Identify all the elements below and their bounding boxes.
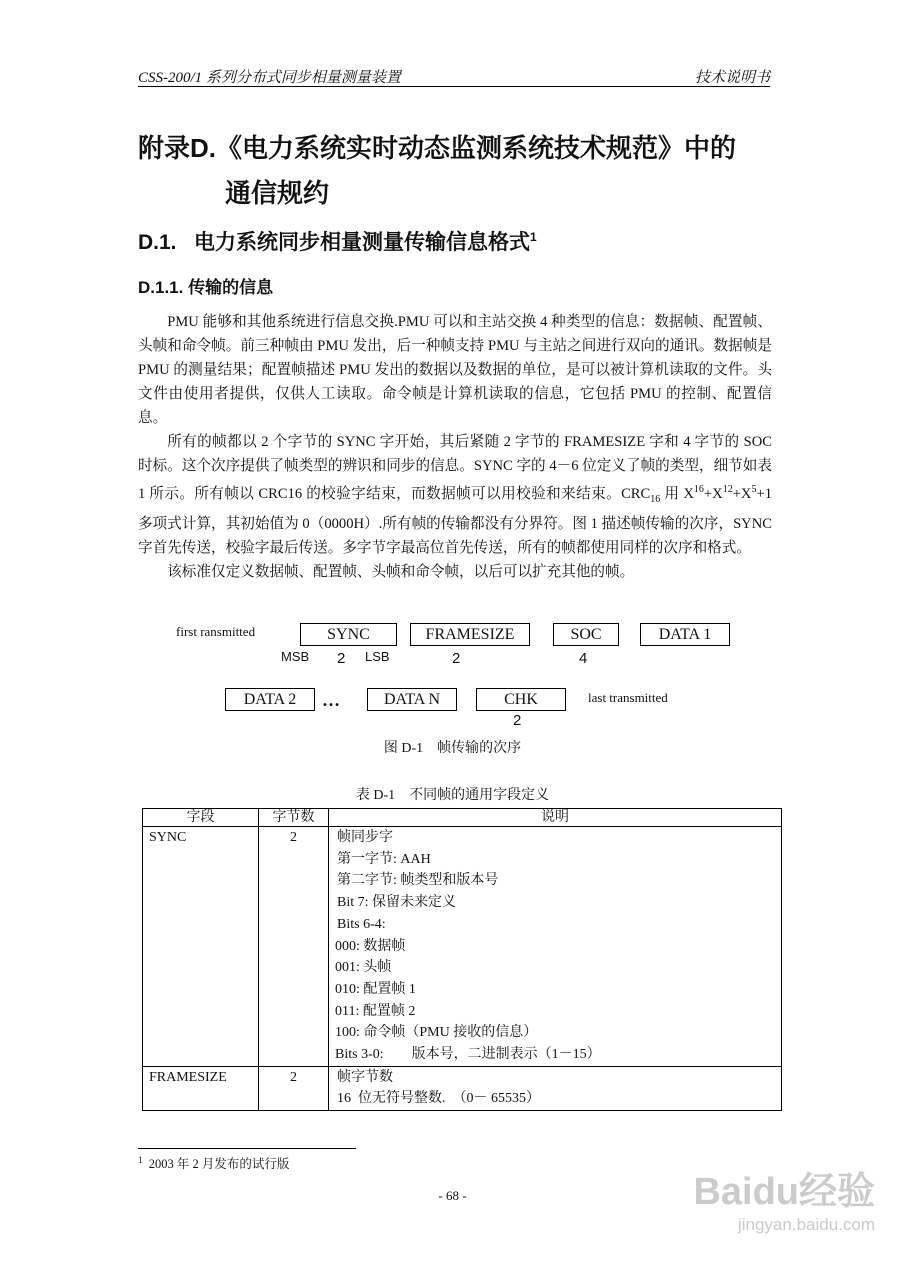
table-row: FRAMESIZE 2 帧字节数 16 位无符号整数. （0－ 65535） bbox=[143, 1066, 782, 1110]
box-data2: DATA 2 bbox=[225, 688, 315, 711]
header-rule bbox=[138, 86, 770, 87]
crc-formula: $CRC_{16}$ 用 $X^{16}+X^{12}+X^5+1$ 多项式计算，其初始值为 0（0000H）.所有帧的传输都没有分界符。 bbox=[138, 484, 772, 532]
description-cell: 帧同步字 第一字节: AAH 第二字节: 帧类型和版本号 Bit 7: 保留未来定义 Bits 6-4: 000: 数据帧 001: 头帧 010: 配置帧 1 011: 配置帧 2 100: 命令帧（PMU 接收的信息） Bits 3-0: 版本号，二进制表示（1－15） bbox=[329, 827, 782, 1067]
box-chk: CHK bbox=[476, 688, 566, 711]
footnote: $^1$ 2003 年 2 月发布的试行版 bbox=[138, 1154, 290, 1171]
paragraph: 该标准仅定义数据帧、配置帧、头帧和命令帧，以后可以扩充其他的帧。 bbox=[167, 563, 635, 580]
ellipsis: … bbox=[322, 690, 340, 710]
soc-size: 4 bbox=[579, 650, 588, 667]
field-definition-table bbox=[142, 808, 782, 1111]
body-text bbox=[138, 310, 772, 584]
subsection-heading: D.1.1. 传输的信息 bbox=[138, 278, 274, 297]
lsb-label: LSB bbox=[365, 649, 390, 664]
box-framesize: FRAMESIZE bbox=[410, 623, 530, 646]
framesize-size: 2 bbox=[452, 650, 461, 667]
box-data1: DATA 1 bbox=[640, 623, 730, 646]
sync-size: 2 bbox=[337, 650, 346, 667]
box-datan: DATA N bbox=[367, 688, 457, 711]
watermark-url: jingyan.baidu.com bbox=[737, 1215, 875, 1234]
running-header-left: CSS-200/1 系列分布式同步相量测量装置 bbox=[138, 70, 401, 86]
first-transmitted-label: first ransmitted bbox=[176, 624, 256, 639]
box-sync: SYNC bbox=[300, 623, 397, 646]
appendix-title-line1: 附录D.《电力系统实时动态监测系统技术规范》中的 bbox=[138, 133, 737, 163]
paragraph: PMU 能够和其他系统进行信息交换.PMU 可以和主站交换 4 种类型的信息：数据帧、配置帧、头帧和命令帧。前三种帧由 PMU 发出，后一种帧支持 PMU 与主站之间进行双向的通讯。数据帧是 PMU 的测量结果；配置帧描述 PMU 发出的数据以及数据的单位，是可以被计算机读取的文件。头文件由使用者提供，仅供人工读取。命令帧是计算机读取的信息，它包括 PMU 的控制、配置信息。 bbox=[138, 314, 772, 426]
table-caption: 表 D-1 不同帧的通用字段定义 bbox=[355, 788, 550, 803]
watermark-logo: Baidu经验 bbox=[693, 1171, 875, 1213]
section-heading: D.1. 电力系统同步相量测量传输信息格式$^1$ bbox=[138, 230, 537, 254]
table-header-row: 字段 字节数 说明 bbox=[143, 809, 782, 827]
baidu-watermark bbox=[693, 1160, 875, 1235]
paragraph: 所有的帧都以 2 个字节的 SYNC 字开始，其后紧随 2 字节的 FRAMESIZE 字和 4 字节的 SOC 时标。这个次序提供了帧类型的辨识和同步的信息。SYNC 字的 4－6 位定义了帧的类型，细节如表 1 所示。所有帧以 CRC16 的校验字结束，而数据帧可以用校验和来结束。$CRC_{16}$ 用 $X^{16}+X^{12}+X^5+1$ 多项式计算，其初始值为 0（0000H）.所有帧的传输都没有分界符。图 1 描述帧传输的次序，SYNC 字首先传送，校验字最后传送。多字节字最高位首先传送，所有的帧都使用同样的次序和格式。 bbox=[138, 434, 772, 556]
footnote-rule bbox=[138, 1148, 356, 1149]
appendix-title-line2: 通信规约 bbox=[225, 178, 330, 208]
description-cell: 帧字节数 16 位无符号整数. （0－ 65535） bbox=[329, 1066, 782, 1110]
last-transmitted-label: last transmitted bbox=[588, 690, 668, 705]
msb-label: MSB bbox=[281, 649, 310, 664]
running-header-right: 技术说明书 bbox=[694, 70, 770, 86]
chk-size: 2 bbox=[513, 712, 522, 729]
box-soc: SOC bbox=[553, 623, 619, 646]
figure-caption: 图 D-1 帧传输的次序 bbox=[383, 741, 522, 756]
table-row: SYNC 2 帧同步字 第一字节: AAH 第二字节: 帧类型和版本号 Bit 7: 保留未来定义 Bits 6-4: 000: 数据帧 001: 头帧 010: 配置帧 1 011: 配置帧 2 100: 命令帧（PMU 接收的信息） Bits 3-0: 版本号，二进制表示（1－15） bbox=[143, 827, 782, 1067]
page-number: - 68 - bbox=[438, 1188, 467, 1203]
